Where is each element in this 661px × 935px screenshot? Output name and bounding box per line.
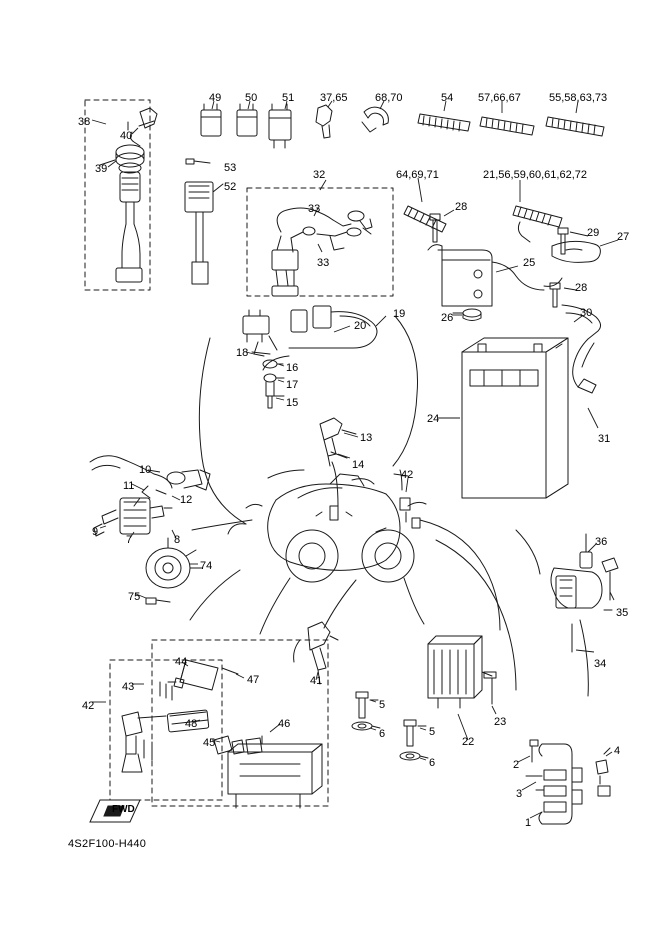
callout-13: 13 bbox=[360, 432, 373, 444]
callout-51: 51 bbox=[282, 92, 295, 104]
callout-6: 6 bbox=[379, 728, 386, 740]
callout-49: 49 bbox=[209, 92, 222, 104]
callout-39: 39 bbox=[95, 163, 108, 175]
callout-42: 42 bbox=[82, 700, 95, 712]
callout-30: 30 bbox=[580, 307, 593, 319]
callout-7: 7 bbox=[126, 534, 133, 546]
callout-42: 42 bbox=[401, 469, 414, 481]
callout-10: 10 bbox=[139, 464, 152, 476]
callout-36: 36 bbox=[595, 536, 608, 548]
callout-27: 27 bbox=[617, 231, 630, 243]
callout-22: 22 bbox=[462, 736, 475, 748]
callout-17: 17 bbox=[286, 379, 299, 391]
callout-33: 33 bbox=[317, 257, 330, 269]
callout-33: 33 bbox=[308, 203, 321, 215]
callout-8: 8 bbox=[174, 534, 181, 546]
callout-74: 74 bbox=[200, 560, 213, 572]
callout-26: 26 bbox=[441, 312, 454, 324]
callout-35: 35 bbox=[616, 607, 629, 619]
callout-31: 31 bbox=[598, 433, 611, 445]
callout-1: 1 bbox=[525, 817, 532, 829]
callout-34: 34 bbox=[594, 658, 607, 670]
callout-64-69-71: 64,69,71 bbox=[396, 169, 439, 181]
callout-46: 46 bbox=[278, 718, 291, 730]
callout-6: 6 bbox=[429, 757, 436, 769]
callout-44: 44 bbox=[175, 656, 188, 668]
callout-38: 38 bbox=[78, 116, 91, 128]
callout-52: 52 bbox=[224, 181, 237, 193]
callout-3: 3 bbox=[516, 788, 523, 800]
callout-23: 23 bbox=[494, 716, 507, 728]
diagram-part-code: 4S2F100-H440 bbox=[68, 838, 147, 850]
callout-28: 28 bbox=[575, 282, 588, 294]
callout-14: 14 bbox=[352, 459, 365, 471]
callout-47: 47 bbox=[247, 674, 260, 686]
callout-29: 29 bbox=[587, 227, 600, 239]
callout-12: 12 bbox=[180, 494, 193, 506]
callout-5: 5 bbox=[429, 726, 436, 738]
callout-53: 53 bbox=[224, 162, 237, 174]
callout-40: 40 bbox=[120, 130, 133, 142]
callout-37-65: 37,65 bbox=[320, 92, 348, 104]
callout-11: 11 bbox=[123, 480, 135, 492]
callout-41: 41 bbox=[310, 675, 323, 687]
callout-4: 4 bbox=[614, 745, 621, 757]
callout-48: 48 bbox=[185, 718, 198, 730]
callout-21-56-59-60-61-62-72: 21,56,59,60,61,62,72 bbox=[483, 169, 587, 181]
callout-68-70: 68,70 bbox=[375, 92, 403, 104]
callout-19: 19 bbox=[393, 308, 406, 320]
callout-32: 32 bbox=[313, 169, 326, 181]
callout-50: 50 bbox=[245, 92, 258, 104]
callout-28: 28 bbox=[455, 201, 468, 213]
callout-20: 20 bbox=[354, 320, 367, 332]
callout-18: 18 bbox=[236, 347, 249, 359]
callout-45: 45 bbox=[203, 737, 216, 749]
fwd-marker: FWD bbox=[112, 804, 135, 815]
callout-57-66-67: 57,66,67 bbox=[478, 92, 521, 104]
callout-16: 16 bbox=[286, 362, 299, 374]
callout-24: 24 bbox=[427, 413, 440, 425]
callout-75: 75 bbox=[128, 591, 141, 603]
callout-25: 25 bbox=[523, 257, 536, 269]
callout-55-58-63-73: 55,58,63,73 bbox=[549, 92, 608, 104]
callout-15: 15 bbox=[286, 397, 299, 409]
callout-5: 5 bbox=[379, 699, 386, 711]
callout-2: 2 bbox=[513, 759, 520, 771]
callout-54: 54 bbox=[441, 92, 454, 104]
callout-9: 9 bbox=[92, 526, 99, 538]
callout-43: 43 bbox=[122, 681, 135, 693]
